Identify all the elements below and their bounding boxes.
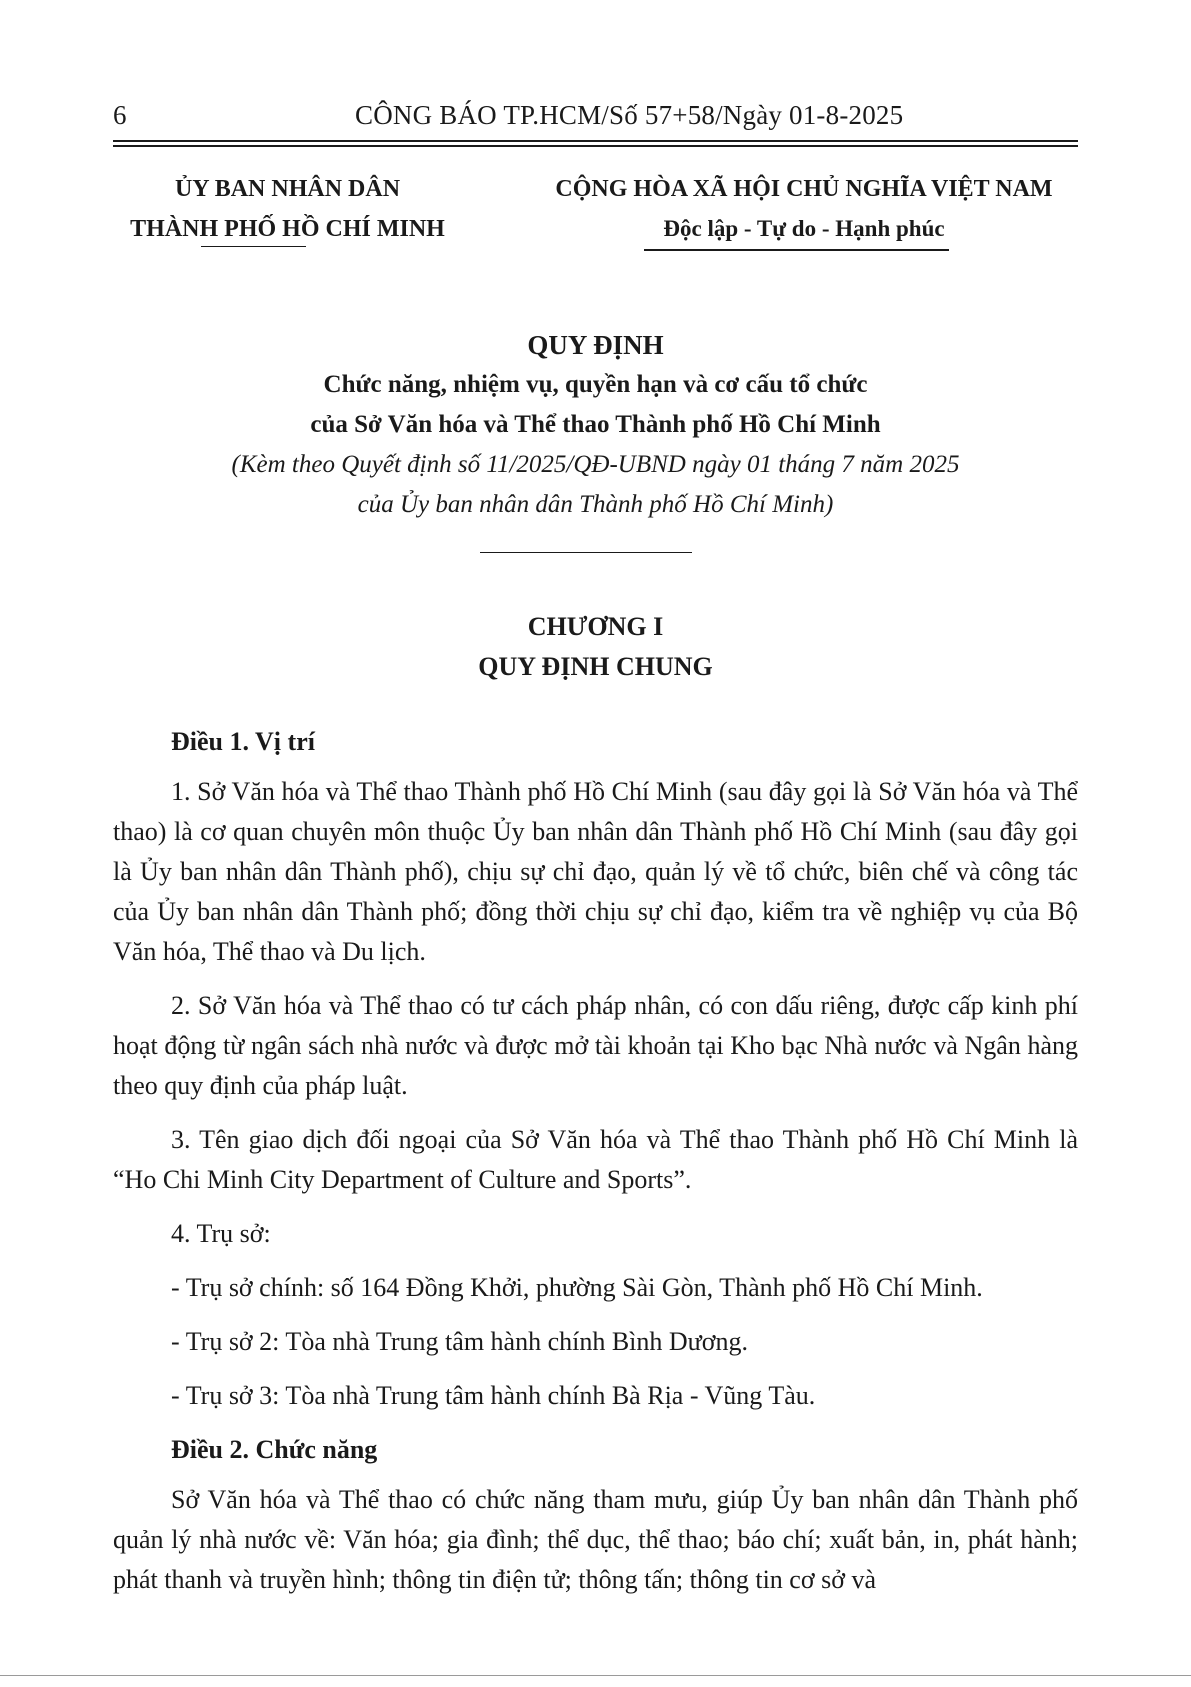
issuing-agency-line2: THÀNH PHỐ HỒ CHÍ MINH [130, 216, 445, 242]
article-2-paragraph-1: Sở Văn hóa và Thể thao có chức năng tham mưu, giúp Ủy ban nhân dân Thành phố quản lý nhà nước về: Văn hóa; gia đình; thể dục, thể thao; báo chí; xuất bản, in, phát hành; phát thanh và truyền hình; thông tin điện tử; thông tấn; thông tin cơ sở và [113, 1485, 1078, 1594]
header-rule-bottom [113, 145, 1078, 147]
gazette-title: CÔNG BÁO TP.HCM/Số 57+58/Ngày 01-8-2025 [355, 100, 904, 130]
page-number: 6 [113, 100, 127, 130]
document-title-block [113, 325, 1078, 525]
issuing-agency [100, 169, 475, 249]
header-rule-top [113, 140, 1078, 142]
article-1-paragraph-2: 2. Sở Văn hóa và Thể thao có tư cách pháp nhân, có con dấu riêng, được cấp kinh phí hoạt động từ ngân sách nhà nước và được mở tài khoản tại Kho bạc Nhà nước và Ngân hàng theo quy định của pháp luật. [113, 991, 1078, 1100]
document-body [113, 722, 1078, 1600]
issuing-agency-underline [201, 246, 306, 247]
article-1-paragraph-3: 3. Tên giao dịch đối ngoại của Sở Văn hóa và Thể thao Thành phố Hồ Chí Minh là “Ho Chi Minh City Department of Culture and Sports”. [113, 1125, 1078, 1194]
article-1-paragraph-1: 1. Sở Văn hóa và Thể thao Thành phố Hồ Chí Minh (sau đây gọi là Sở Văn hóa và Thể thao) là cơ quan chuyên môn thuộc Ủy ban nhân dân Thành phố Hồ Chí Minh (sau đây gọi là Ủy ban nhân dân Thành phố), chịu sự chỉ đạo, quản lý về tổ chức, biên chế và công tác của Ủy ban nhân dân Thành phố; đồng thời chịu sự chỉ đạo, kiểm tra về nghiệp vụ của Bộ Văn hóa, Thể thao và Du lịch. [113, 777, 1078, 966]
issuing-agency-line1: ỦY BAN NHÂN DÂN [174, 176, 401, 202]
title-separator [480, 552, 692, 553]
republic-name: CỘNG HÒA XÃ HỘI CHỦ NGHĨA VIỆT NAM [555, 176, 1053, 202]
page-bottom-edge [0, 1675, 1191, 1676]
document-attachment-line2: của Ủy ban nhân dân Thành phố Hồ Chí Minh) [357, 491, 834, 518]
article-1-paragraph-4: 4. Trụ sở: [171, 1219, 271, 1248]
national-motto: Độc lập - Tự do - Hạnh phúc [663, 216, 945, 241]
article-1-headquarters-2: - Trụ sở 2: Tòa nhà Trung tâm hành chính Bình Dương. [171, 1327, 749, 1356]
article-1-heading: Điều 1. Vị trí [171, 727, 315, 756]
article-1-headquarters-3: - Trụ sở 3: Tòa nhà Trung tâm hành chính Bà Rịa - Vũng Tàu. [171, 1381, 816, 1410]
chapter-title: QUY ĐỊNH CHUNG [478, 652, 713, 681]
page-header [113, 100, 1078, 136]
chapter-heading [113, 607, 1078, 687]
document-subtitle-line1: Chức năng, nhiệm vụ, quyền hạn và cơ cấu tổ chức [323, 371, 868, 398]
document-subtitle-line2: của Sở Văn hóa và Thể thao Thành phố Hồ Chí Minh [310, 411, 881, 438]
document-type: QUY ĐỊNH [527, 330, 664, 360]
article-1-headquarters-main: - Trụ sở chính: số 164 Đồng Khởi, phường Sài Gòn, Thành phố Hồ Chí Minh. [171, 1273, 983, 1302]
article-2-heading: Điều 2. Chức năng [171, 1435, 378, 1464]
national-motto-underline [644, 249, 949, 251]
national-heading [534, 169, 1074, 249]
chapter-number: CHƯƠNG I [527, 612, 664, 641]
document-attachment-line1: (Kèm theo Quyết định số 11/2025/QĐ-UBND ngày 01 tháng 7 năm 2025 [231, 451, 960, 478]
